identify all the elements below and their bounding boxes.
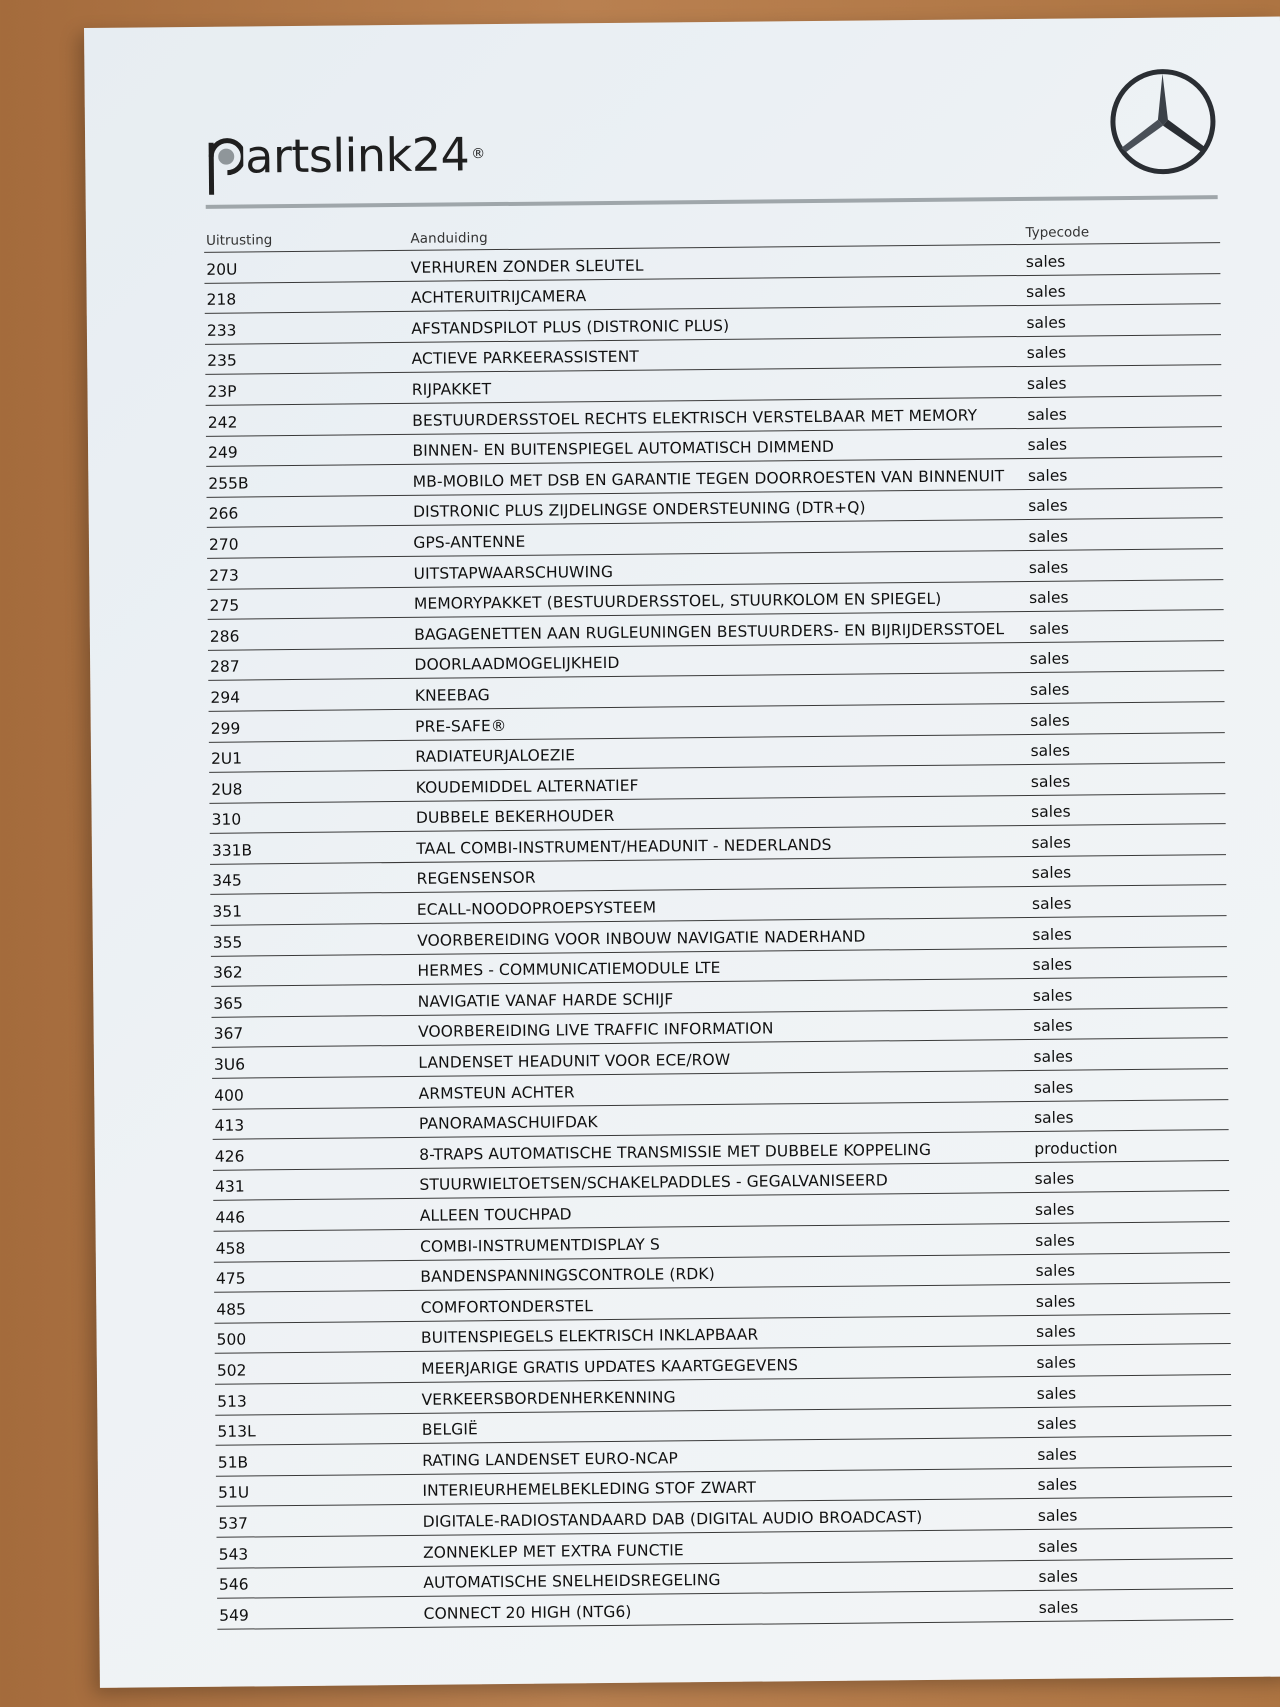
row-typecode: sales xyxy=(1037,1506,1078,1525)
row-description: ZONNEKLEP MET EXTRA FUNCTIE xyxy=(422,1540,684,1562)
row-typecode: sales xyxy=(1037,1475,1078,1495)
row-typecode: sales xyxy=(1027,435,1068,455)
row-typecode: sales xyxy=(1029,649,1070,669)
row-typecode: sales xyxy=(1033,1016,1073,1036)
row-code: 287 xyxy=(210,657,240,677)
row-description: TAAL COMBI-INSTRUMENT/HEADUNIT - NEDERLANDS xyxy=(416,835,832,858)
row-code: 537 xyxy=(218,1514,249,1533)
column-header-uitrusting: Uitrusting xyxy=(205,232,273,249)
row-typecode: sales xyxy=(1026,313,1067,332)
row-typecode: sales xyxy=(1032,986,1073,1005)
row-code: 426 xyxy=(214,1147,245,1166)
partslink24-logo xyxy=(205,114,486,197)
column-header-typecode: Typecode xyxy=(1025,224,1090,241)
row-code: 51U xyxy=(217,1483,250,1503)
mercedes-star-icon xyxy=(1106,65,1219,178)
row-code: 218 xyxy=(206,290,237,310)
row-code: 362 xyxy=(212,963,243,983)
row-description: MEERJARIGE GRATIS UPDATES KAARTGEGEVENS xyxy=(421,1356,799,1378)
row-code: 549 xyxy=(219,1606,249,1625)
row-typecode: sales xyxy=(1029,680,1070,699)
logo-p-icon xyxy=(205,134,244,196)
row-typecode: sales xyxy=(1033,1108,1074,1128)
header-divider xyxy=(206,195,1218,209)
row-typecode: sales xyxy=(1031,894,1072,914)
row-code: 20U xyxy=(206,260,238,279)
row-description: 8-TRAPS AUTOMATISCHE TRANSMISSIE MET DUBBELE KOPPELING xyxy=(419,1140,932,1164)
row-description: RIJPAKKET xyxy=(411,380,492,399)
row-code: 500 xyxy=(216,1330,247,1350)
column-header-aanduiding: Aanduiding xyxy=(410,230,488,247)
row-typecode: sales xyxy=(1034,1200,1075,1219)
row-typecode: sales xyxy=(1028,527,1069,546)
row-description: VOORBEREIDING LIVE TRAFFIC INFORMATION xyxy=(417,1019,774,1042)
row-typecode: sales xyxy=(1026,374,1067,393)
row-description: ARMSTEUN ACHTER xyxy=(418,1082,575,1103)
row-code: 546 xyxy=(218,1575,249,1594)
row-typecode: sales xyxy=(1032,925,1072,944)
row-typecode: sales xyxy=(1037,1445,1077,1464)
row-code: 400 xyxy=(214,1086,244,1105)
row-typecode: sales xyxy=(1028,558,1069,577)
row-code: 286 xyxy=(209,627,240,646)
row-typecode: production xyxy=(1034,1138,1118,1158)
row-description: BANDENSPANNINGSCONTROLE (RDK) xyxy=(420,1265,715,1287)
row-description: ECALL-NOODOPROEPSYSTEEM xyxy=(416,898,657,919)
row-code: 431 xyxy=(215,1177,245,1197)
row-code: 355 xyxy=(212,933,243,952)
row-code: 310 xyxy=(211,810,242,830)
row-description: RADIATEURJALOEZIE xyxy=(415,746,576,766)
row-description: CONNECT 20 HIGH (NTG6) xyxy=(423,1602,632,1623)
row-description: ALLEEN TOUCHPAD xyxy=(419,1205,572,1225)
row-description: DIGITALE-RADIOSTANDAARD DAB (DIGITAL AUDIO BROADCAST) xyxy=(422,1507,923,1531)
row-code: 351 xyxy=(212,902,243,921)
row-description: NAVIGATIE VANAF HARDE SCHIJF xyxy=(417,990,674,1011)
row-code: 266 xyxy=(208,504,239,524)
row-typecode: sales xyxy=(1026,282,1066,302)
row-code: 2U8 xyxy=(211,780,243,799)
row-typecode: sales xyxy=(1035,1231,1075,1250)
row-description: REGENSENSOR xyxy=(416,869,536,889)
row-code: 255B xyxy=(208,474,249,493)
row-code: 485 xyxy=(216,1300,246,1319)
row-typecode: sales xyxy=(1031,802,1071,822)
row-typecode: sales xyxy=(1031,864,1072,883)
row-description: PANORAMASCHUIFDAK xyxy=(418,1113,598,1134)
row-description: COMBI-INSTRUMENTDISPLAY S xyxy=(419,1235,661,1256)
row-code: 2U1 xyxy=(210,749,243,768)
row-typecode: sales xyxy=(1036,1322,1076,1342)
row-code: 294 xyxy=(210,688,241,707)
row-description: VERKEERSBORDENHERKENNING xyxy=(421,1387,676,1409)
row-code: 458 xyxy=(215,1239,246,1258)
row-typecode: sales xyxy=(1038,1537,1078,1556)
row-description: DUBBELE BEKERHOUDER xyxy=(415,807,615,828)
row-typecode: sales xyxy=(1030,711,1070,730)
row-description: GPS-ANTENNE xyxy=(413,532,526,552)
row-typecode: sales xyxy=(1035,1292,1076,1311)
row-typecode: sales xyxy=(1036,1414,1077,1434)
row-description: MB-MOBILO MET DSB EN GARANTIE TEGEN DOORROESTEN VAN BINNENUIT xyxy=(412,466,1005,491)
row-description: STUURWIELTOETSEN/SCHAKELPADDLES - GEGALVANISEERD xyxy=(419,1171,889,1195)
row-typecode: sales xyxy=(1027,405,1067,424)
row-typecode: sales xyxy=(1034,1169,1075,1189)
row-description: KNEEBAG xyxy=(414,686,490,705)
row-typecode: sales xyxy=(1038,1598,1079,1617)
row-typecode: sales xyxy=(1031,833,1071,852)
row-code: 275 xyxy=(209,596,240,615)
row-code: 242 xyxy=(207,413,238,432)
logo-wordmark: artslink24 xyxy=(244,127,470,184)
row-code: 51B xyxy=(217,1453,249,1472)
row-typecode: sales xyxy=(1025,252,1066,271)
row-description: BUITENSPIEGELS ELEKTRISCH INKLAPBAAR xyxy=(420,1325,759,1348)
row-description: DOORLAADMOGELIJKHEID xyxy=(414,654,620,675)
row-typecode: sales xyxy=(1038,1567,1079,1587)
row-code: 513 xyxy=(217,1392,247,1411)
equipment-table xyxy=(204,215,1233,1629)
row-description: RATING LANDENSET EURO-NCAP xyxy=(422,1449,678,1470)
row-code: 446 xyxy=(215,1208,246,1227)
row-description: INTERIEURHEMELBEKLEDING STOF ZWART xyxy=(422,1478,757,1501)
row-description: AFSTANDSPILOT PLUS (DISTRONIC PLUS) xyxy=(411,316,730,338)
row-typecode: sales xyxy=(1035,1261,1076,1281)
row-description: LANDENSET HEADUNIT VOOR ECE/ROW xyxy=(418,1050,731,1072)
row-description: BINNEN- EN BUITENSPIEGEL AUTOMATISCH DIMMEND xyxy=(412,437,835,461)
row-code: 270 xyxy=(208,535,239,554)
row-description: PRE-SAFE® xyxy=(415,716,507,736)
row-description: UITSTAPWAARSCHUWING xyxy=(413,562,614,583)
row-description: COMFORTONDERSTEL xyxy=(420,1296,594,1317)
row-description: HERMES - COMMUNICATIEMODULE LTE xyxy=(417,959,721,981)
row-typecode: sales xyxy=(1029,619,1069,638)
row-description: MEMORYPAKKET (BESTUURDERSSTOEL, STUURKOLOM EN SPIEGEL) xyxy=(413,589,942,613)
row-code: 543 xyxy=(218,1545,249,1564)
row-typecode: sales xyxy=(1033,1078,1074,1097)
row-description: BELGIË xyxy=(421,1420,478,1439)
row-typecode: sales xyxy=(1026,343,1067,363)
row-description: BESTUURDERSSTOEL RECHTS ELEKTRISCH VERSTELBAAR MET MEMORY xyxy=(412,406,978,430)
row-typecode: sales xyxy=(1028,496,1068,516)
table-body xyxy=(204,243,1233,1629)
row-code: 3U6 xyxy=(213,1055,246,1074)
row-description: VOORBEREIDING VOOR INBOUW NAVIGATIE NADERHAND xyxy=(417,927,866,950)
row-typecode: sales xyxy=(1032,955,1073,975)
row-typecode: sales xyxy=(1030,741,1071,761)
row-typecode: sales xyxy=(1027,466,1068,485)
document-page xyxy=(84,17,1280,1688)
row-code: 345 xyxy=(212,871,242,891)
row-description: VERHUREN ZONDER SLEUTEL xyxy=(410,256,644,277)
row-code: 233 xyxy=(206,321,237,340)
row-code: 299 xyxy=(210,719,241,738)
row-code: 513L xyxy=(217,1422,256,1441)
row-description: ACHTERUITRIJCAMERA xyxy=(410,287,587,308)
row-code: 502 xyxy=(216,1361,247,1380)
row-code: 365 xyxy=(213,994,244,1013)
row-code: 367 xyxy=(213,1024,244,1044)
row-code: 23P xyxy=(207,382,237,401)
row-code: 413 xyxy=(214,1116,245,1136)
row-description: KOUDEMIDDEL ALTERNATIEF xyxy=(415,776,639,797)
row-code: 273 xyxy=(209,566,239,585)
row-typecode: sales xyxy=(1033,1047,1074,1066)
row-typecode: sales xyxy=(1036,1384,1077,1403)
row-code: 249 xyxy=(207,443,238,462)
row-code: 235 xyxy=(207,351,237,371)
row-description: DISTRONIC PLUS ZIJDELINGSE ONDERSTEUNING (DTR+Q) xyxy=(412,498,866,522)
row-typecode: sales xyxy=(1036,1353,1076,1372)
row-code: 331B xyxy=(211,841,253,860)
row-description: AUTOMATISCHE SNELHEIDSREGELING xyxy=(423,1571,721,1592)
row-description: ACTIEVE PARKEERASSISTENT xyxy=(411,348,640,369)
row-description: BAGAGENETTEN AAN RUGLEUNINGEN BESTUURDERS- EN BIJRIJDERSSTOEL xyxy=(414,619,1005,644)
row-typecode: sales xyxy=(1028,588,1069,608)
registered-mark: ® xyxy=(471,146,486,163)
row-typecode: sales xyxy=(1030,772,1071,791)
row-code: 475 xyxy=(215,1269,246,1288)
